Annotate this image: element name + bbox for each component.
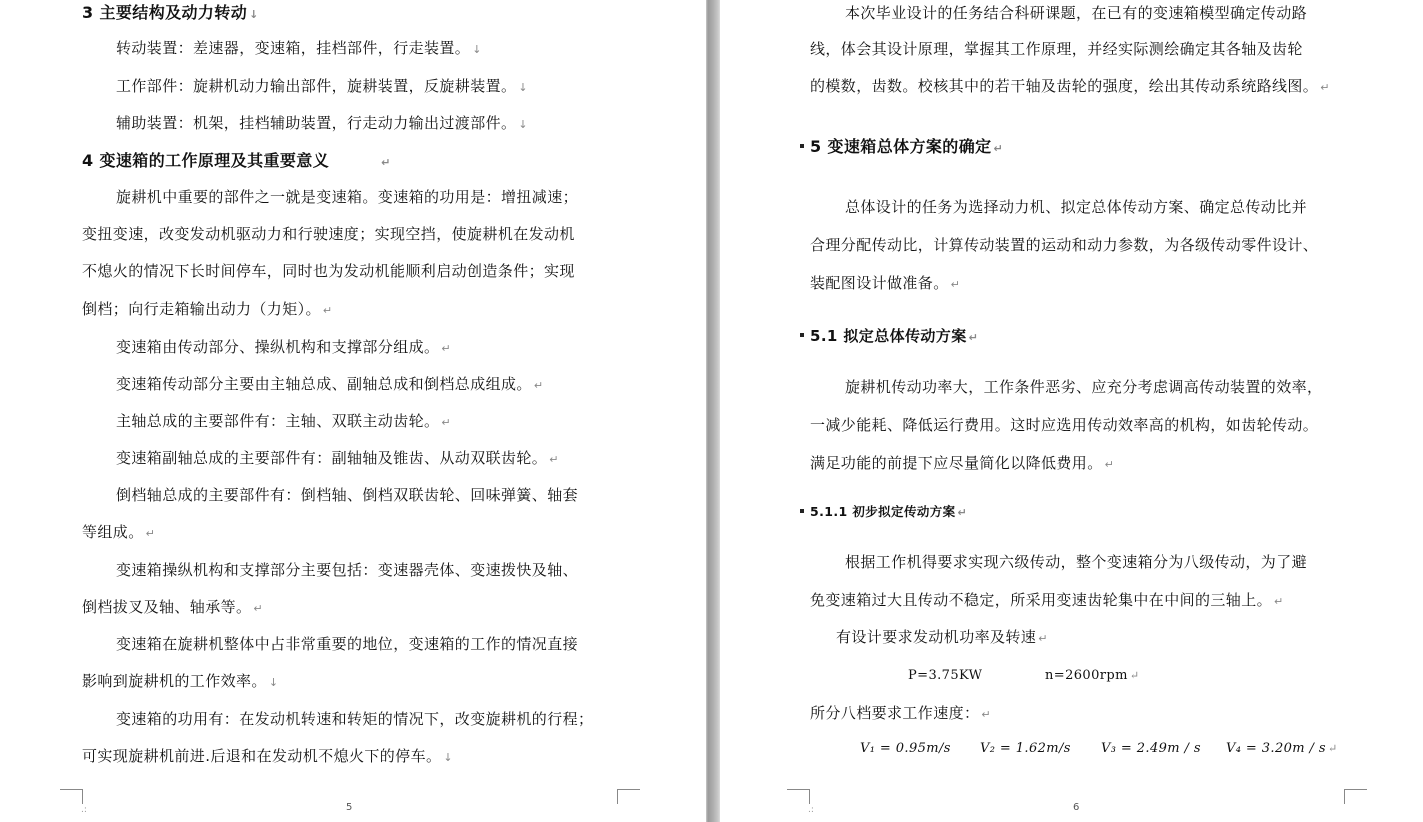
margin-corner-mark [60, 789, 83, 804]
paragraph-line: 倒档轴总成的主要部件有：倒档轴、倒档双联齿轮、回味弹簧、轴套 [116, 486, 579, 504]
paragraph-line: 工作部件：旋耕机动力输出部件，旋耕装置，反旋耕装置。 ↓ [116, 77, 529, 95]
heading-section-5: 5 变速箱总体方案的确定 ↵ [800, 137, 1003, 159]
paragraph-line: 总体设计的任务为选择动力机、拟定总体传动方案、确定总传动比并 [845, 198, 1308, 216]
paragraph-line: 本次毕业设计的任务结合科研课题，在已有的变速箱模型确定传动路 [845, 4, 1308, 22]
heading-section-5-1-1: 5.1.1 初步拟定传动方案 ↵ [800, 502, 967, 523]
paragraph-line: 装配图设计做准备。 ↵ [810, 274, 961, 292]
paragraph-line: 倒档拔叉及轴、轴承等。 ↵ [82, 598, 264, 616]
paragraph-line: 的模数，齿数。校核其中的若干轴及齿轮的强度，绘出其传动系统路线图。 ↵ [810, 77, 1330, 95]
paragraph-line: 一减少能耗、降低运行费用。这时应选用传动效率高的机构，如齿轮传动。 [810, 416, 1319, 434]
paragraph-line: 变速箱在旋耕机整体中占非常重要的地位，变速箱的工作的情况直接 [116, 635, 579, 653]
paragraph-line: 满足功能的前提下应尽量简化以降低费用。 ↵ [810, 454, 1115, 472]
formula-v4: V₄ = 3.20m / s ↵ [1226, 741, 1338, 756]
paragraph-line: 线，体会其设计原理，掌握其工作原理，并经实际测绘确定其各轴及齿轮 [810, 40, 1303, 58]
heading-section-5-1: 5.1 拟定总体传动方案 ↵ [800, 326, 978, 348]
power-value: P=3.75KW [908, 668, 983, 683]
paragraph-line: 旋耕机中重要的部件之一就是变速箱。变速箱的功用是：增扭减速； [116, 188, 579, 206]
speed-value: n=2600rpm ↵ [1045, 668, 1140, 683]
paragraph-line: 影响到旋耕机的工作效率。 ↓ [82, 672, 279, 690]
document-page-right [720, 0, 1423, 822]
formula-v1: V₁ = 0.95m/s [860, 741, 951, 756]
heading-section-3: 3 主要结构及动力转动 ↓ [82, 3, 259, 22]
paragraph-line: 所分八档要求工作速度： ↵ [810, 704, 992, 722]
margin-corner-mark [617, 789, 640, 804]
paragraph-line: 变速箱由传动部分、操纵机构和支撑部分组成。 ↵ [116, 338, 452, 356]
margin-corner-mark [1344, 789, 1367, 804]
paragraph-line: 变速箱传动部分主要由主轴总成、副轴总成和倒档总成组成。 ↵ [116, 375, 544, 393]
heading-section-4: 4 变速箱的工作原理及其重要意义 ↵ [82, 151, 391, 170]
page-number: 5 [346, 802, 353, 813]
paragraph-line: 倒档；向行走箱输出动力（力矩）。 ↵ [82, 300, 333, 318]
paragraph-line: 免变速箱过大且传动不稳定，所采用变速齿轮集中在中间的三轴上。 ↵ [810, 591, 1284, 609]
paragraph-line: 变速箱操纵机构和支撑部分主要包括：变速器壳体、变速拨快及轴、 [116, 561, 579, 579]
paragraph-line: 等组成。 ↵ [82, 523, 156, 541]
paragraph-line: 转动装置：差速器，变速箱，挂档部件，行走装置。 ↓ [116, 39, 482, 57]
page-number: 6 [1073, 802, 1080, 813]
paragraph-line: 变速箱的功用有：在发动机转速和转矩的情况下，改变旋耕机的行程； [116, 710, 594, 728]
formula-v3: V₃ = 2.49m / s [1101, 741, 1201, 756]
paragraph-line: 变扭变速，改变发动机驱动力和行驶速度；实现空挡，使旋耕机在发动机 [82, 225, 575, 243]
paragraph-line: 旋耕机传动功率大，工作条件恶劣、应充分考虑调高传动装置的效率， [845, 378, 1323, 396]
paragraph-line: 根据工作机得要求实现六级传动，整个变速箱分为八级传动，为了避 [845, 553, 1308, 571]
paragraph-line: 变速箱副轴总成的主要部件有：副轴轴及锥齿、从动双联齿轮。 ↵ [116, 449, 559, 467]
paragraph-line: 主轴总成的主要部件有：主轴、双联主动齿轮。 ↵ [116, 412, 452, 430]
paragraph-line: 可实现旋耕机前进.后退和在发动机不熄火下的停车。 ↓ [82, 747, 453, 765]
document-page-left [0, 0, 706, 822]
paragraph-line: 不熄火的情况下长时间停车，同时也为发动机能顺利启动创造条件；实现 [82, 262, 575, 280]
paragraph-line: 辅助装置：机架，挂档辅助装置，行走动力输出过渡部件。 ↓ [116, 114, 529, 132]
page-gutter [706, 0, 720, 822]
formula-v2: V₂ = 1.62m/s [980, 741, 1071, 756]
footer-mark: .: [81, 805, 87, 815]
paragraph-line: 合理分配传动比，计算传动装置的运动和动力参数，为各级传动零件设计、 [810, 236, 1319, 254]
footer-mark: .: [808, 805, 814, 815]
margin-corner-mark [787, 789, 810, 804]
paragraph-line: 有设计要求发动机功率及转速 ↵ [836, 628, 1048, 646]
